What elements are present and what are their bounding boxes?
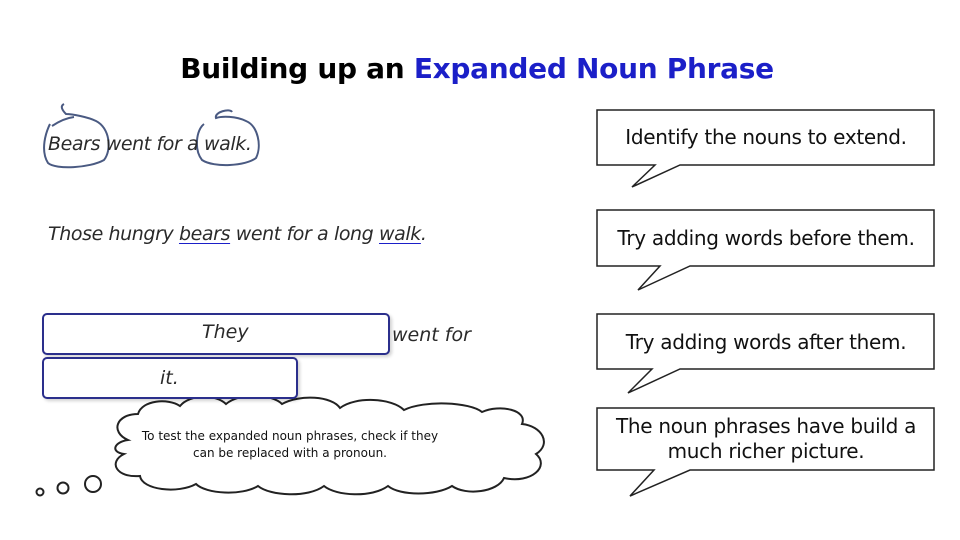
sentence1-noun1: Bears [48,133,101,155]
callout-text-1: Identify the nouns to extend. [625,125,907,149]
sentence2-noun1: bears [178,223,231,245]
callout-text-2: Try adding words before them. [617,226,915,250]
sentence2-prefix: Those hungry [48,223,179,245]
thought-bubble-small [37,489,44,496]
callout-text-4: The noun phrases have build a much richer picture. [615,414,917,463]
callout-text-3: Try adding words after them. [625,330,907,354]
sentence1-middle: went for a [100,133,204,155]
sentence1-end: . [245,133,252,155]
pronoun-it: it. [160,367,179,389]
thought-bubble-large [85,476,101,492]
sentence2-end: . [420,223,427,245]
thought-bubble-medium [58,483,69,494]
sentence2-middle: went for a long [230,223,379,245]
sentence2-noun2: walk [379,223,421,245]
sentence3-partial: went for [392,324,471,346]
sentence-basic [48,133,251,155]
title-prefix: Building up an [180,52,414,85]
pronoun-they: They [202,321,249,343]
sentence-expanded-before [48,223,427,245]
sentence1-noun2: walk [203,133,246,155]
title-accent: Expanded Noun Phrase [413,52,774,85]
thought-cloud-text: To test the expanded noun phrases, check if they can be replaced with a pronoun. [141,429,439,460]
